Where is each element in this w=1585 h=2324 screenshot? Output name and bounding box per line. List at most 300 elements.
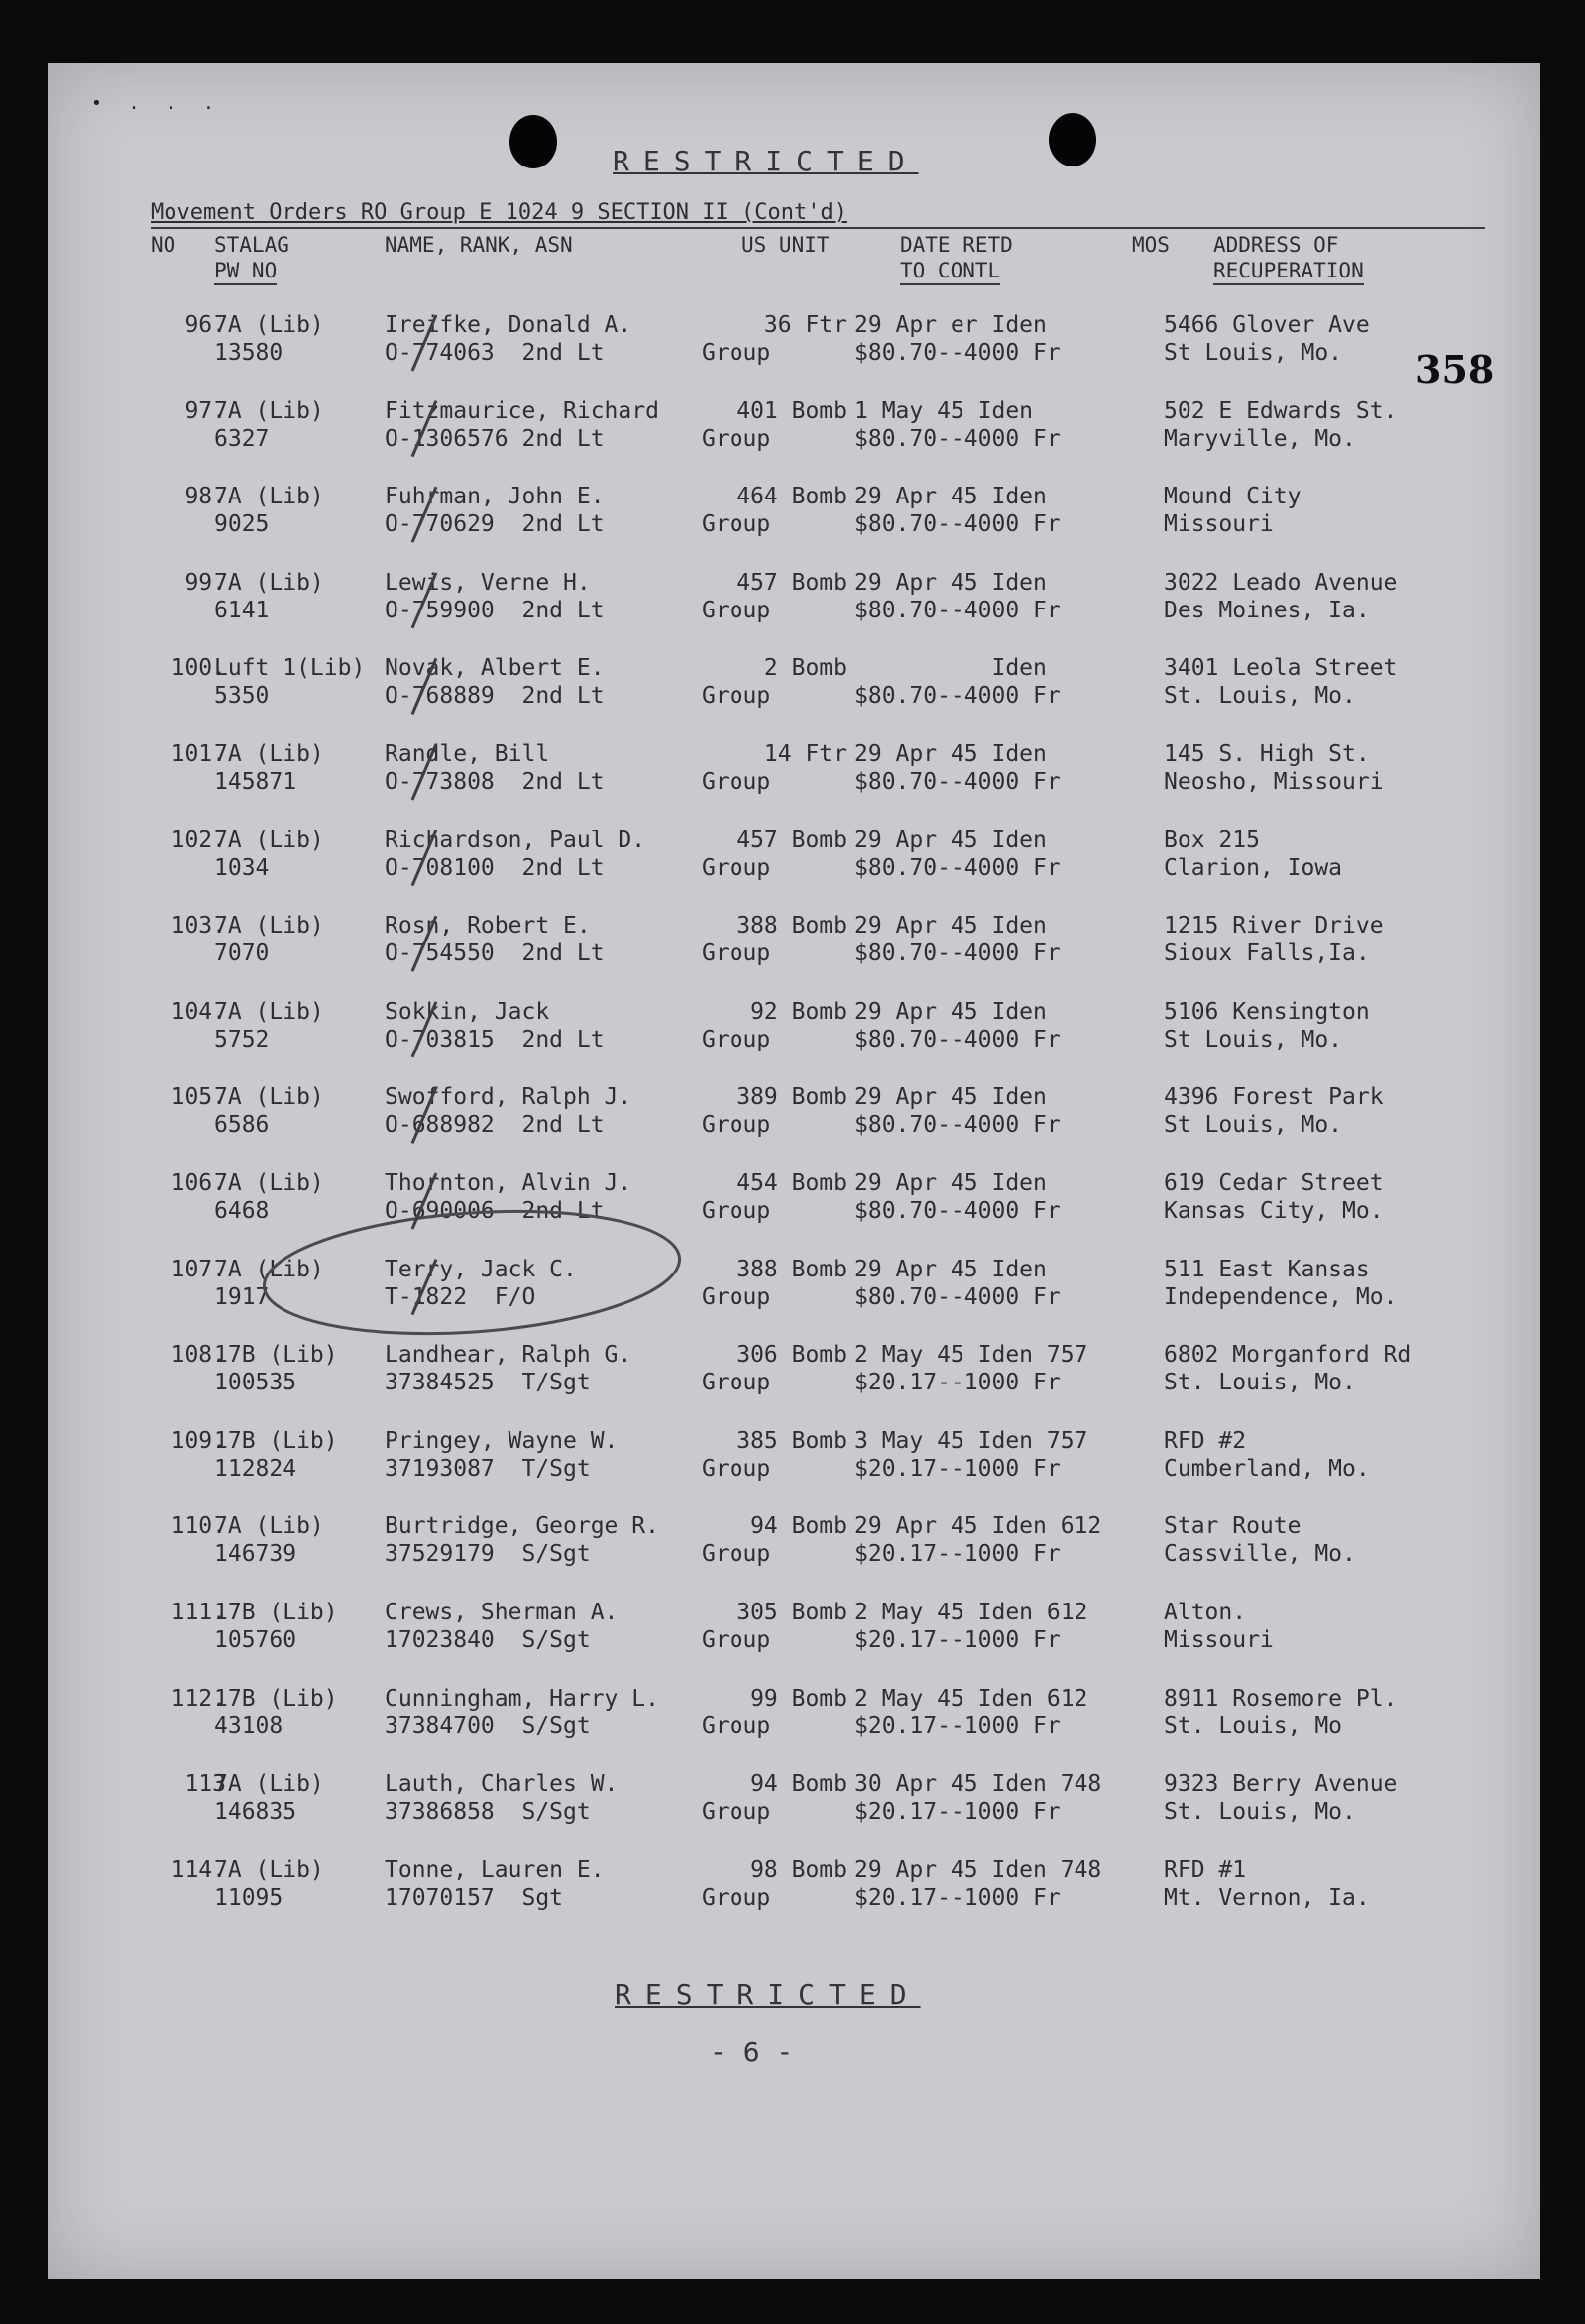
- address-line-1: 5106 Kensington: [1164, 998, 1370, 1025]
- stalag-cell: [214, 1427, 338, 1483]
- pw-number: 6468: [214, 1198, 270, 1224]
- date-returned: 29 Apr 45 Iden: [854, 998, 1047, 1025]
- address-line-2: Cumberland, Mo.: [1164, 1455, 1370, 1482]
- unit-cell: [702, 827, 850, 882]
- stalag-name: 7A (Lib): [214, 1170, 324, 1196]
- serial-rank: O-690006 2nd Lt: [385, 1198, 605, 1224]
- date-cell: [854, 1427, 1087, 1483]
- pw-number: 11095: [214, 1884, 283, 1911]
- address-cell: [1164, 1512, 1356, 1568]
- name-cell: [385, 912, 605, 967]
- stalag-cell: [214, 1770, 324, 1826]
- unit-cell: [702, 1599, 850, 1654]
- unit-type: Group: [702, 1198, 771, 1224]
- col-header-no: [151, 232, 175, 258]
- address-line-1: 3022 Leado Avenue: [1164, 569, 1398, 596]
- pay-amount: $80.70--4000 Fr: [854, 941, 1061, 967]
- col-header-date: [900, 232, 1013, 285]
- date-cell: [854, 654, 1061, 710]
- row-number: 102.: [170, 827, 226, 853]
- serial-rank: O-708100 2nd Lt: [385, 854, 605, 881]
- pw-number: 145871: [214, 769, 297, 795]
- pw-number: 5350: [214, 683, 270, 710]
- stalag-name: 7A (Lib): [214, 913, 324, 940]
- address-line-1: 5466 Glover Ave: [1164, 312, 1370, 338]
- unit-type: Group: [702, 1112, 771, 1139]
- page-stamp-number: 358: [1415, 347, 1495, 391]
- person-name: Randle, Bill: [385, 741, 550, 767]
- row-number: 111.: [170, 1600, 226, 1625]
- unit-type: Group: [702, 854, 771, 881]
- date-returned: 29 Apr 45 Iden: [854, 1170, 1047, 1196]
- date-cell: [854, 1169, 1061, 1225]
- stalag-name: 7A (Lib): [214, 397, 324, 424]
- name-cell: [385, 998, 605, 1053]
- punch-hole-right: [1049, 113, 1096, 166]
- stalag-cell: [214, 1856, 324, 1912]
- pw-number: 1917: [214, 1283, 270, 1310]
- serial-rank: O-774063 2nd Lt: [385, 340, 605, 366]
- unit-cell: [702, 1341, 850, 1396]
- address-line-1: Box 215: [1164, 827, 1260, 853]
- address-line-2: Des Moines, Ia.: [1164, 597, 1370, 623]
- serial-rank: 37384700 S/Sgt: [385, 1713, 591, 1739]
- stalag-name: 7A (Lib): [214, 1771, 324, 1798]
- address-cell: [1164, 569, 1397, 624]
- address-line-2: St Louis, Mo.: [1164, 1112, 1343, 1139]
- serial-rank: O-1306576 2nd Lt: [385, 425, 605, 452]
- pay-amount: $80.70--4000 Fr: [854, 1026, 1061, 1052]
- unit-type: Group: [702, 941, 771, 967]
- address-line-2: St. Louis, Mo: [1164, 1713, 1343, 1739]
- name-cell: [385, 1599, 618, 1654]
- unit-name: 305 Bomb: [736, 1600, 847, 1625]
- unit-type: Group: [702, 425, 771, 452]
- date-cell: [854, 397, 1061, 453]
- unit-type: Group: [702, 1713, 771, 1739]
- date-cell: [854, 311, 1061, 367]
- person-name: Terry, Jack C.: [385, 1256, 577, 1282]
- row-number: 109.: [170, 1427, 226, 1454]
- row-number: 106.: [170, 1170, 226, 1196]
- serial-rank: O-688982 2nd Lt: [385, 1112, 605, 1139]
- address-cell: [1164, 740, 1384, 796]
- unit-type: Group: [702, 1884, 771, 1911]
- date-cell: [854, 483, 1061, 538]
- pw-number: 100535: [214, 1370, 297, 1396]
- stalag-name: 17B (Lib): [214, 1427, 338, 1454]
- table-row: [48, 1599, 1540, 1658]
- person-name: Burtridge, George R.: [385, 1513, 659, 1540]
- pay-amount: $20.17--1000 Fr: [854, 1713, 1061, 1739]
- unit-name: 457 Bomb: [736, 569, 847, 596]
- row-number: 99.: [184, 569, 226, 596]
- address-line-2: Sioux Falls,Ia.: [1164, 941, 1370, 967]
- stalag-cell: [214, 1512, 324, 1568]
- serial-rank: 37384525 T/Sgt: [385, 1370, 591, 1396]
- row-number: 103.: [170, 913, 226, 940]
- pw-number: 13580: [214, 340, 283, 366]
- stalag-cell: [214, 740, 324, 796]
- unit-cell: [702, 1256, 850, 1311]
- unit-type: Group: [702, 1455, 771, 1482]
- name-cell: [385, 1169, 631, 1225]
- date-returned: 30 Apr 45 Iden 748: [854, 1771, 1102, 1798]
- serial-rank: 17023840 S/Sgt: [385, 1627, 591, 1653]
- date-cell: [854, 998, 1061, 1053]
- table-row: [48, 1256, 1540, 1315]
- row-number: 97.: [184, 397, 226, 424]
- date-cell: [854, 569, 1061, 624]
- name-cell: [385, 569, 605, 624]
- pay-amount: $80.70--4000 Fr: [854, 597, 1061, 623]
- col-header-name: [385, 232, 573, 258]
- address-line-1: 4396 Forest Park: [1164, 1084, 1384, 1111]
- name-cell: [385, 1512, 659, 1568]
- name-cell: [385, 1856, 605, 1912]
- address-cell: [1164, 1856, 1370, 1912]
- col-unit-label: US UNIT: [741, 233, 830, 257]
- person-name: Pringey, Wayne W.: [385, 1427, 619, 1454]
- address-cell: [1164, 1427, 1370, 1483]
- unit-name: 457 Bomb: [736, 827, 847, 853]
- unit-type: Group: [702, 511, 771, 538]
- address-cell: [1164, 827, 1342, 882]
- unit-name: 389 Bomb: [736, 1084, 847, 1111]
- unit-name: 454 Bomb: [736, 1170, 847, 1196]
- table-row: [48, 311, 1540, 371]
- date-returned: 29 Apr 45 Iden: [854, 741, 1047, 767]
- date-returned: 29 Apr 45 Iden: [854, 1084, 1047, 1111]
- unit-type: Group: [702, 1026, 771, 1052]
- unit-name: 385 Bomb: [736, 1427, 847, 1454]
- pay-amount: $80.70--4000 Fr: [854, 1283, 1061, 1310]
- stalag-name: Luft 1(Lib): [214, 655, 366, 682]
- pw-number: 43108: [214, 1713, 283, 1739]
- name-cell: [385, 311, 631, 367]
- pw-number: 5752: [214, 1026, 270, 1052]
- stalag-name: 7A (Lib): [214, 1513, 324, 1540]
- address-line-2: St. Louis, Mo.: [1164, 1799, 1356, 1826]
- address-cell: [1164, 654, 1397, 710]
- stalag-name: 7A (Lib): [214, 1256, 324, 1282]
- stalag-cell: [214, 1685, 338, 1740]
- stalag-name: 7A (Lib): [214, 741, 324, 767]
- date-returned: 29 Apr 45 Iden: [854, 913, 1047, 940]
- address-line-2: Maryville, Mo.: [1164, 425, 1356, 452]
- date-returned: Iden: [854, 655, 1047, 682]
- unit-type: Group: [702, 769, 771, 795]
- pw-number: 112824: [214, 1455, 297, 1482]
- date-cell: [854, 1341, 1087, 1396]
- address-line-2: Cassville, Mo.: [1164, 1541, 1356, 1568]
- name-cell: [385, 740, 605, 796]
- table-row: [48, 1169, 1540, 1229]
- address-line-1: 1215 River Drive: [1164, 913, 1384, 940]
- address-line-1: 6802 Morganford Rd: [1164, 1342, 1412, 1369]
- unit-name: 98 Bomb: [750, 1856, 847, 1883]
- unit-cell: [702, 483, 850, 538]
- unit-cell: [702, 1427, 850, 1483]
- stalag-name: 17B (Lib): [214, 1600, 338, 1625]
- unit-cell: [702, 397, 850, 453]
- unit-cell: [702, 311, 850, 367]
- stalag-cell: [214, 1599, 338, 1654]
- table-row: [48, 654, 1540, 714]
- address-cell: [1164, 1599, 1274, 1654]
- stalag-cell: [214, 1341, 338, 1396]
- person-name: Rosn, Robert E.: [385, 913, 591, 940]
- date-returned: 3 May 45 Iden 757: [854, 1427, 1088, 1454]
- pw-number: 6586: [214, 1112, 270, 1139]
- col-date-label: DATE RETD: [900, 233, 1013, 257]
- row-number: 108.: [170, 1342, 226, 1369]
- address-line-1: RFD #2: [1164, 1427, 1247, 1454]
- address-line-1: 619 Cedar Street: [1164, 1170, 1384, 1196]
- table-row: [48, 1770, 1540, 1829]
- serial-rank: O-759900 2nd Lt: [385, 597, 605, 623]
- corner-marks: • . . .: [91, 93, 222, 114]
- pay-amount: $80.70--4000 Fr: [854, 854, 1061, 881]
- unit-name: 99 Bomb: [750, 1685, 847, 1712]
- name-cell: [385, 1083, 631, 1139]
- address-line-2: St. Louis, Mo.: [1164, 683, 1356, 710]
- stalag-name: 7A (Lib): [214, 569, 324, 596]
- address-cell: [1164, 311, 1370, 367]
- address-cell: [1164, 912, 1384, 967]
- pay-amount: $20.17--1000 Fr: [854, 1455, 1061, 1482]
- restricted-footer: RESTRICTED: [615, 1978, 921, 2011]
- stalag-cell: [214, 397, 324, 453]
- person-name: Fitzmaurice, Richard: [385, 397, 659, 424]
- table-row: [48, 1083, 1540, 1143]
- stalag-cell: [214, 912, 324, 967]
- pay-amount: $80.70--4000 Fr: [854, 340, 1061, 366]
- date-cell: [854, 1770, 1101, 1826]
- date-cell: [854, 1599, 1087, 1654]
- date-cell: [854, 740, 1061, 796]
- table-row: [48, 483, 1540, 542]
- serial-rank: O-770629 2nd Lt: [385, 511, 605, 538]
- address-line-1: 8911 Rosemore Pl.: [1164, 1685, 1398, 1712]
- person-name: Lewis, Verne H.: [385, 569, 591, 596]
- col-no-label: NO: [151, 233, 176, 257]
- pw-number: 105760: [214, 1627, 297, 1653]
- address-line-1: 3401 Leola Street: [1164, 655, 1398, 682]
- row-number: 98.: [184, 484, 226, 510]
- punch-hole-left: [509, 115, 557, 168]
- unit-name: 36 Ftr: [763, 312, 847, 338]
- row-number: 113: [184, 1771, 226, 1798]
- unit-cell: [702, 1685, 850, 1740]
- table-row: [48, 912, 1540, 971]
- table-row: [48, 569, 1540, 628]
- name-cell: [385, 654, 605, 710]
- serial-rank: O-754550 2nd Lt: [385, 941, 605, 967]
- name-cell: [385, 1256, 577, 1311]
- date-returned: 2 May 45 Iden 612: [854, 1685, 1088, 1712]
- serial-rank: 17070157 Sgt: [385, 1884, 564, 1911]
- address-line-2: Independence, Mo.: [1164, 1283, 1398, 1310]
- address-line-2: Neosho, Missouri: [1164, 769, 1384, 795]
- restricted-header: RESTRICTED: [613, 145, 919, 177]
- col-header-stalag: [214, 232, 289, 285]
- pw-number: 146739: [214, 1541, 297, 1568]
- unit-name: 388 Bomb: [736, 913, 847, 940]
- date-returned: 29 Apr 45 Iden: [854, 1256, 1047, 1282]
- address-cell: [1164, 1256, 1397, 1311]
- address-cell: [1164, 1083, 1384, 1139]
- unit-type: Group: [702, 597, 771, 623]
- document-title: [151, 200, 1485, 229]
- name-cell: [385, 1770, 618, 1826]
- date-returned: 29 Apr 45 Iden: [854, 484, 1047, 510]
- pay-amount: $80.70--4000 Fr: [854, 1112, 1061, 1139]
- address-line-2: Kansas City, Mo.: [1164, 1198, 1384, 1224]
- unit-name: 306 Bomb: [736, 1342, 847, 1369]
- pay-amount: $20.17--1000 Fr: [854, 1799, 1061, 1826]
- pay-amount: $20.17--1000 Fr: [854, 1541, 1061, 1568]
- pay-amount: $20.17--1000 Fr: [854, 1627, 1061, 1653]
- serial-rank: O-768889 2nd Lt: [385, 683, 605, 710]
- stalag-name: 7A (Lib): [214, 312, 324, 338]
- unit-name: 464 Bomb: [736, 484, 847, 510]
- address-cell: [1164, 998, 1370, 1053]
- unit-name: 388 Bomb: [736, 1256, 847, 1282]
- stalag-name: 7A (Lib): [214, 484, 324, 510]
- unit-cell: [702, 1856, 850, 1912]
- stalag-name: 7A (Lib): [214, 827, 324, 853]
- row-number: 105.: [170, 1084, 226, 1111]
- unit-name: 92 Bomb: [750, 998, 847, 1025]
- unit-type: Group: [702, 683, 771, 710]
- pw-number: 7070: [214, 941, 270, 967]
- date-returned: 29 Apr 45 Iden 748: [854, 1856, 1102, 1883]
- unit-cell: [702, 569, 850, 624]
- unit-type: Group: [702, 1627, 771, 1653]
- name-cell: [385, 1685, 659, 1740]
- address-cell: [1164, 1341, 1411, 1396]
- unit-cell: [702, 912, 850, 967]
- serial-rank: 37529179 S/Sgt: [385, 1541, 591, 1568]
- pay-amount: $80.70--4000 Fr: [854, 1198, 1061, 1224]
- stalag-cell: [214, 1083, 324, 1139]
- col-header-address: [1213, 232, 1364, 285]
- date-returned: 29 Apr er Iden: [854, 312, 1047, 338]
- date-cell: [854, 827, 1061, 882]
- name-cell: [385, 483, 605, 538]
- person-name: Lauth, Charles W.: [385, 1771, 619, 1798]
- date-returned: 2 May 45 Iden 612: [854, 1600, 1088, 1625]
- address-line-2: Mt. Vernon, Ia.: [1164, 1884, 1370, 1911]
- serial-rank: O-773808 2nd Lt: [385, 769, 605, 795]
- row-number: 110.: [170, 1513, 226, 1540]
- serial-rank: T-1822 F/O: [385, 1283, 536, 1310]
- pay-amount: $80.70--4000 Fr: [854, 683, 1061, 710]
- address-line-2: Missouri: [1164, 1627, 1274, 1653]
- col-stalag-label: STALAG: [214, 233, 289, 257]
- stalag-name: 17B (Lib): [214, 1342, 338, 1369]
- address-line-1: 9323 Berry Avenue: [1164, 1771, 1398, 1798]
- address-cell: [1164, 1770, 1397, 1826]
- date-returned: 1 May 45 Iden: [854, 397, 1034, 424]
- serial-rank: 37193087 T/Sgt: [385, 1455, 591, 1482]
- person-name: Swofford, Ralph J.: [385, 1084, 632, 1111]
- table-row: [48, 397, 1540, 457]
- date-cell: [854, 912, 1061, 967]
- stalag-cell: [214, 1256, 324, 1311]
- row-number: 112.: [170, 1685, 226, 1712]
- name-cell: [385, 397, 659, 453]
- address-line-2: Clarion, Iowa: [1164, 854, 1343, 881]
- col-addr-label: ADDRESS OF: [1213, 233, 1339, 257]
- date-returned: 29 Apr 45 Iden: [854, 569, 1047, 596]
- date-cell: [854, 1083, 1061, 1139]
- person-name: Crews, Sherman A.: [385, 1600, 619, 1625]
- name-cell: [385, 1341, 631, 1396]
- person-name: Tonne, Lauren E.: [385, 1856, 605, 1883]
- stalag-cell: [214, 311, 324, 367]
- person-name: Ireifke, Donald A.: [385, 312, 632, 338]
- col-mos-label: MOS: [1132, 233, 1170, 257]
- unit-name: 14 Ftr: [763, 741, 847, 767]
- date-returned: 29 Apr 45 Iden 612: [854, 1513, 1102, 1540]
- stalag-name: 7A (Lib): [214, 1084, 324, 1111]
- stalag-name: 17B (Lib): [214, 1685, 338, 1712]
- row-number: 104.: [170, 998, 226, 1025]
- address-line-1: 502 E Edwards St.: [1164, 397, 1398, 424]
- col-name-label: NAME, RANK, ASN: [385, 233, 573, 257]
- date-returned: 2 May 45 Iden 757: [854, 1342, 1088, 1369]
- stalag-cell: [214, 483, 324, 538]
- name-cell: [385, 827, 645, 882]
- serial-rank: O-703815 2nd Lt: [385, 1026, 605, 1052]
- address-line-2: St Louis, Mo.: [1164, 340, 1343, 366]
- unit-cell: [702, 654, 850, 710]
- address-line-2: Missouri: [1164, 511, 1274, 538]
- person-name: Novak, Albert E.: [385, 655, 605, 682]
- pw-number: 1034: [214, 854, 270, 881]
- date-cell: [854, 1256, 1061, 1311]
- row-number: 107.: [170, 1256, 226, 1282]
- unit-type: Group: [702, 340, 771, 366]
- unit-cell: [702, 1169, 850, 1225]
- pay-amount: $80.70--4000 Fr: [854, 511, 1061, 538]
- unit-type: Group: [702, 1541, 771, 1568]
- stalag-cell: [214, 569, 324, 624]
- address-line-1: 145 S. High St.: [1164, 741, 1370, 767]
- address-line-1: Star Route: [1164, 1513, 1302, 1540]
- row-number: 114.: [170, 1856, 226, 1883]
- row-number: 100.: [170, 655, 226, 682]
- stalag-cell: [214, 998, 324, 1053]
- address-cell: [1164, 483, 1301, 538]
- unit-name: 401 Bomb: [736, 397, 847, 424]
- pw-number: 6327: [214, 425, 270, 452]
- person-name: Richardson, Paul D.: [385, 827, 646, 853]
- table-row: [48, 998, 1540, 1057]
- date-returned: 29 Apr 45 Iden: [854, 827, 1047, 853]
- col-header-mos: [1132, 232, 1170, 258]
- col-contl-label: TO CONTL: [900, 258, 1000, 285]
- stalag-name: 7A (Lib): [214, 998, 324, 1025]
- person-name: Landhear, Ralph G.: [385, 1342, 632, 1369]
- unit-type: Group: [702, 1799, 771, 1826]
- pay-amount: $20.17--1000 Fr: [854, 1370, 1061, 1396]
- stalag-cell: [214, 827, 324, 882]
- col-pw-label: PW NO: [214, 258, 277, 285]
- col-header-unit: [741, 232, 830, 258]
